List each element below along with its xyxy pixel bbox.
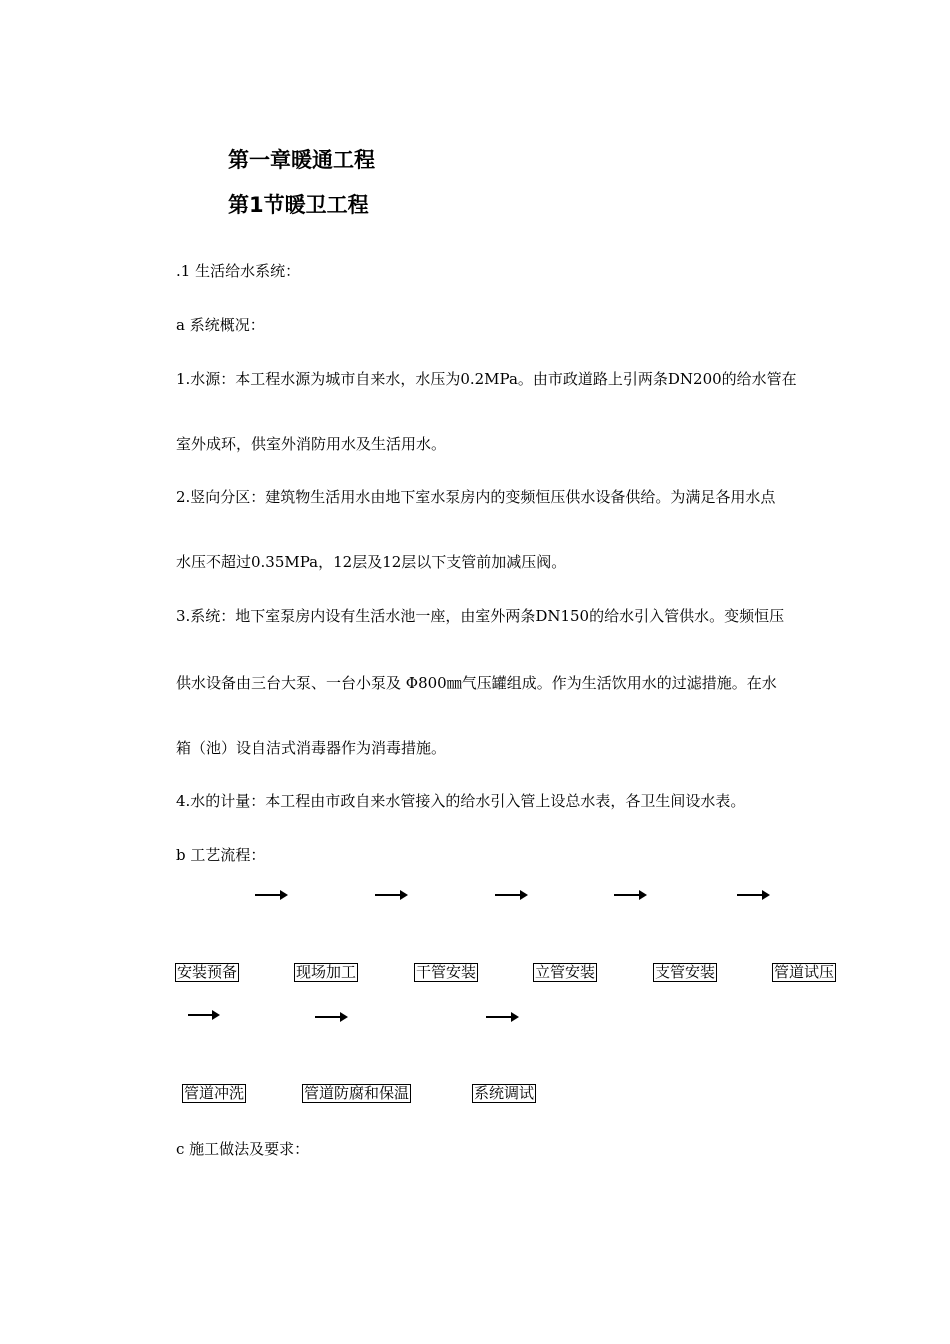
flow-step-box: 系统调试: [474, 1084, 535, 1102]
flow-arrow: [315, 1016, 341, 1018]
paragraph-process-flow: b 工艺流程：: [176, 846, 266, 864]
flow-step-box: 管道冲洗: [184, 1084, 245, 1102]
flow-arrow: [614, 894, 640, 896]
paragraph-water-source-line2: 室外成环，供室外消防用水及生活用水。: [176, 435, 447, 453]
paragraph-system-line1: 3.系统：地下室泵房内设有生活水池一座，由室外两条DN150的给水引入管供水。变频恒压: [176, 607, 785, 625]
paragraph-system-overview: a 系统概况：: [176, 316, 265, 334]
paragraph-system-line2: 供水设备由三台大泵、一台小泵及 Φ800㎜气压罐组成。作为生活饮用水的过滤措施。在水: [176, 674, 777, 692]
section-title: 第1节暖卫工程: [228, 193, 369, 217]
paragraph-metering: 4.水的计量：本工程由市政自来水管接入的给水引入管上设总水表，各卫生间设水表。: [176, 792, 746, 810]
flow-step-box: 立管安装: [535, 963, 596, 981]
flow-step-box: 现场加工: [296, 963, 357, 981]
flow-arrow: [255, 894, 281, 896]
flow-step-box: 管道试压: [774, 963, 835, 981]
flow-step-box: 干管安装: [416, 963, 477, 981]
flow-step-box: 支管安装: [655, 963, 716, 981]
flow-arrow: [495, 894, 521, 896]
paragraph-construction-requirements: c 施工做法及要求：: [176, 1140, 310, 1158]
flow-step-box: 安装预备: [177, 963, 238, 981]
paragraph-water-supply-system: .1 生活给水系统：: [176, 262, 301, 280]
paragraph-water-source-line1: 1.水源：本工程水源为城市自来水，水压为0.2MPa。由市政道路上引两条DN200的给水管在: [176, 370, 797, 388]
flow-arrow: [375, 894, 401, 896]
paragraph-vertical-zoning-line2: 水压不超过0.35MPa，12层及12层以下支管前加减压阀。: [176, 553, 567, 571]
paragraph-system-line3: 箱（池）设自洁式消毒器作为消毒措施。: [176, 739, 447, 757]
flow-arrow: [486, 1016, 512, 1018]
flow-arrow: [188, 1014, 213, 1016]
paragraph-vertical-zoning-line1: 2.竖向分区：建筑物生活用水由地下室水泵房内的变频恒压供水设备供给。为满足各用水点: [176, 488, 776, 506]
chapter-title: 第一章暖通工程: [228, 148, 375, 172]
flow-arrow: [737, 894, 763, 896]
flow-step-box: 管道防腐和保温: [304, 1084, 410, 1102]
